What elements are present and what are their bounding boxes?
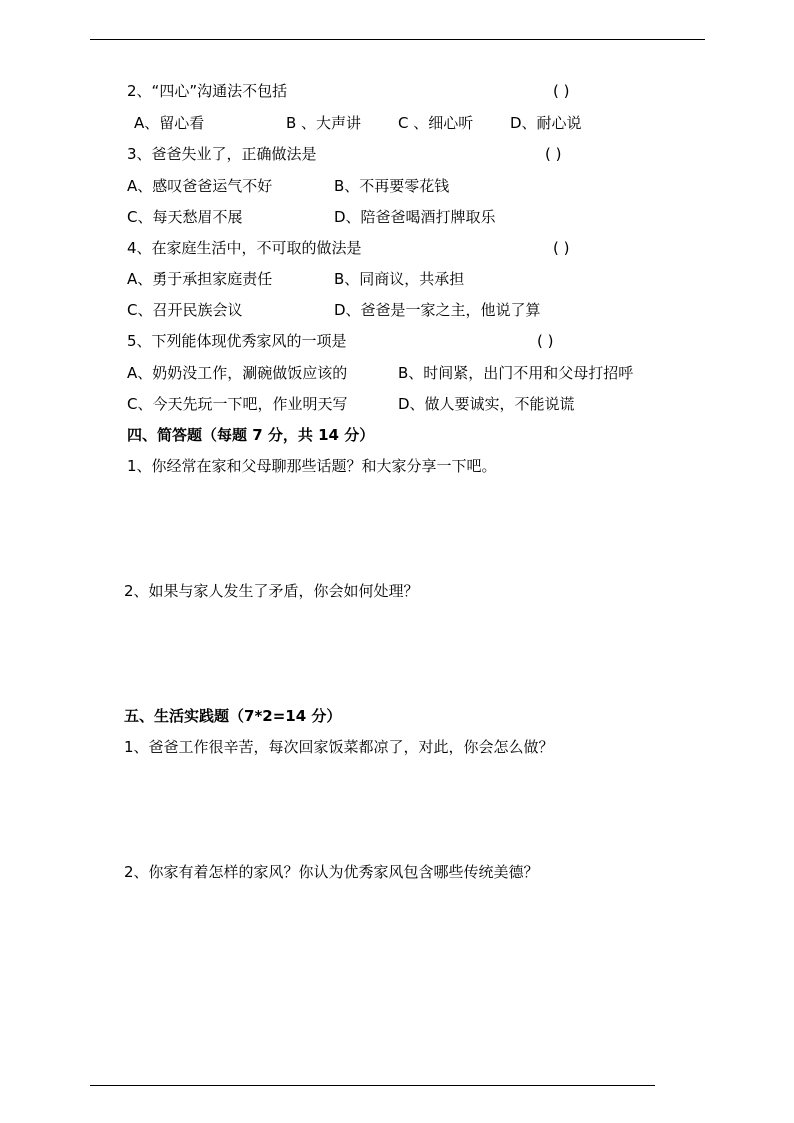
- q4-option-d: D、爸爸是一家之主，他说了算: [334, 301, 541, 319]
- q4-answer-paren: ( ): [553, 239, 570, 257]
- q5-stem: 5、下列能体现优秀家风的一项是: [127, 332, 347, 350]
- footer-rule: [90, 1085, 655, 1086]
- q4-option-c: C、召开民族会议: [127, 301, 243, 319]
- q3-option-a: A、感叹爸爸运气不好: [127, 177, 273, 195]
- q3-option-b: B、不再要零花钱: [334, 177, 450, 195]
- header-rule: [90, 39, 705, 40]
- q5-option-c: C、今天先玩一下吧，作业明天写: [127, 395, 348, 413]
- q4-option-a: A、勇于承担家庭责任: [127, 270, 273, 288]
- section5-heading: 五、生活实践题（7*2=14 分）: [124, 707, 342, 725]
- q2-answer-paren: ( ): [553, 82, 570, 100]
- q3-option-d: D、陪爸爸喝酒打牌取乐: [334, 208, 496, 226]
- q4-stem: 4、在家庭生活中，不可取的做法是: [127, 239, 362, 257]
- section4-heading: 四、简答题（每题 7 分，共 14 分）: [127, 426, 375, 444]
- q3-stem: 3、爸爸失业了，正确做法是: [127, 145, 317, 163]
- section4-question-1: 1、你经常在家和父母聊那些话题？和大家分享一下吧。: [127, 457, 497, 475]
- q3-answer-paren: ( ): [545, 145, 562, 163]
- q2-option-d: D、耐心说: [510, 114, 582, 132]
- q2-option-c: C 、细心听: [398, 114, 474, 132]
- section5-question-2: 2、你家有着怎样的家风？你认为优秀家风包含哪些传统美德？: [124, 863, 539, 881]
- q2-stem: 2、“四心”沟通法不包括: [127, 82, 288, 100]
- section4-question-2: 2、如果与家人发生了矛盾，你会如何处理？: [124, 582, 419, 600]
- q5-option-b: B、时间紧，出门不用和父母打招呼: [398, 364, 634, 382]
- q5-option-d: D、做人要诚实，不能说谎: [398, 395, 575, 413]
- q3-option-c: C、每天愁眉不展: [127, 208, 243, 226]
- q4-option-b: B、同商议，共承担: [334, 270, 465, 288]
- section5-question-1: 1、爸爸工作很辛苦，每次回家饭菜都凉了，对此，你会怎么做？: [124, 738, 554, 756]
- q5-option-a: A、奶奶没工作，涮碗做饭应该的: [127, 364, 348, 382]
- q2-option-a: A、留心看: [134, 114, 205, 132]
- q2-option-b: B 、大声讲: [286, 114, 362, 132]
- q5-answer-paren: ( ): [537, 332, 554, 350]
